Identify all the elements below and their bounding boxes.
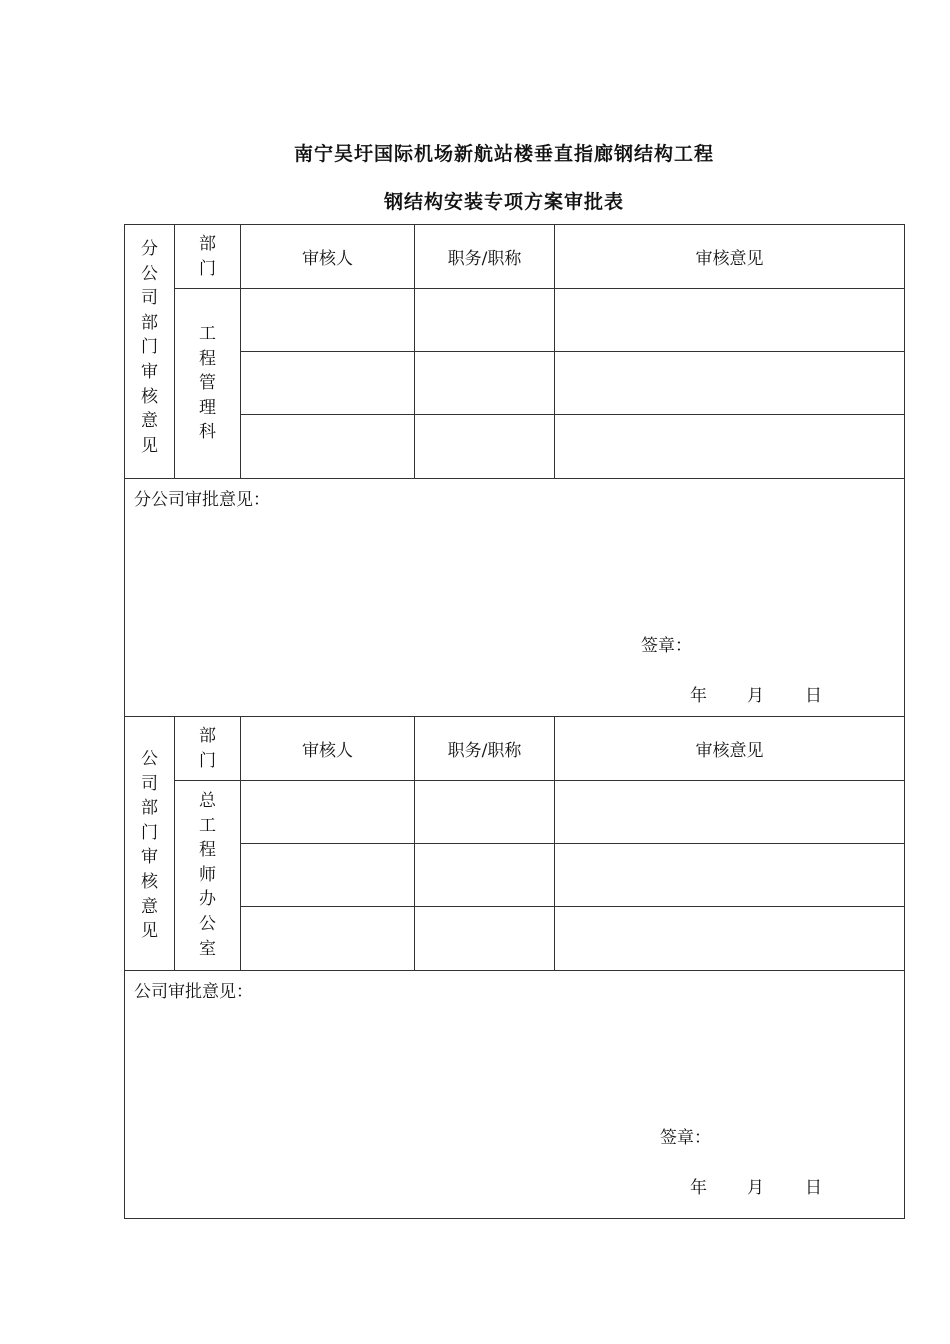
section1-approval-box[interactable]: [124, 478, 905, 717]
section2-year-label: 年: [690, 1178, 707, 1198]
section2-reviewer-header: 审核人: [240, 716, 415, 781]
section1-row2-position[interactable]: [414, 351, 555, 415]
document-title: 南宁吴圩国际机场新航站楼垂直指廊钢结构工程: [293, 143, 714, 165]
section1-day-label: 日: [805, 686, 822, 706]
section1-row3-position[interactable]: [414, 414, 555, 479]
section2-row2-opinion[interactable]: [554, 843, 905, 907]
section2-dept-name-cell: [174, 780, 241, 971]
section2-dept-header-label: 部门: [198, 726, 216, 771]
section2-row2-position[interactable]: [414, 843, 555, 907]
section1-dept-name: 工程管理科: [198, 324, 216, 443]
section2-month-label: 月: [747, 1178, 764, 1198]
section2-opinion-header: 审核意见: [554, 716, 905, 781]
section2-group-label: 公司部门审核意见: [140, 749, 158, 942]
section1-row2-opinion[interactable]: [554, 351, 905, 415]
section2-row2-reviewer[interactable]: [240, 843, 415, 907]
section1-seal-label: 签章：: [641, 636, 692, 656]
section1-dept-header: [174, 224, 241, 289]
section2-row1-opinion[interactable]: [554, 780, 905, 844]
section2-row1-reviewer[interactable]: [240, 780, 415, 844]
section2-row1-position[interactable]: [414, 780, 555, 844]
section1-row2-reviewer[interactable]: [240, 351, 415, 415]
section1-group-label: 分公司部门审核意见: [140, 239, 158, 456]
section2-day-label: 日: [805, 1178, 822, 1198]
section1-row1-position[interactable]: [414, 288, 555, 352]
section2-row3-reviewer[interactable]: [240, 906, 415, 971]
section2-seal-label: 签章：: [660, 1128, 711, 1148]
section1-row3-opinion[interactable]: [554, 414, 905, 479]
section2-approval-label: 公司审批意见：: [134, 982, 253, 1002]
section2-group-cell: [124, 716, 175, 971]
section1-row1-opinion[interactable]: [554, 288, 905, 352]
section1-position-header: 职务/职称: [414, 224, 555, 289]
section1-row3-reviewer[interactable]: [240, 414, 415, 479]
section1-year-label: 年: [690, 686, 707, 706]
document-subtitle: 钢结构安装专项方案审批表: [383, 191, 624, 213]
section2-row3-opinion[interactable]: [554, 906, 905, 971]
section1-row1-reviewer[interactable]: [240, 288, 415, 352]
section1-opinion-header: 审核意见: [554, 224, 905, 289]
section1-approval-label: 分公司审批意见：: [134, 490, 270, 510]
section2-row3-position[interactable]: [414, 906, 555, 971]
section2-dept-header: [174, 716, 241, 781]
section1-dept-name-cell: [174, 288, 241, 479]
section1-month-label: 月: [747, 686, 764, 706]
section1-dept-header-label: 部门: [198, 234, 216, 279]
section2-approval-box[interactable]: [124, 970, 905, 1219]
section1-group-cell: [124, 224, 175, 479]
section2-position-header: 职务/职称: [414, 716, 555, 781]
section1-reviewer-header: 审核人: [240, 224, 415, 289]
section2-dept-name: 总工程师办公室: [198, 791, 216, 959]
